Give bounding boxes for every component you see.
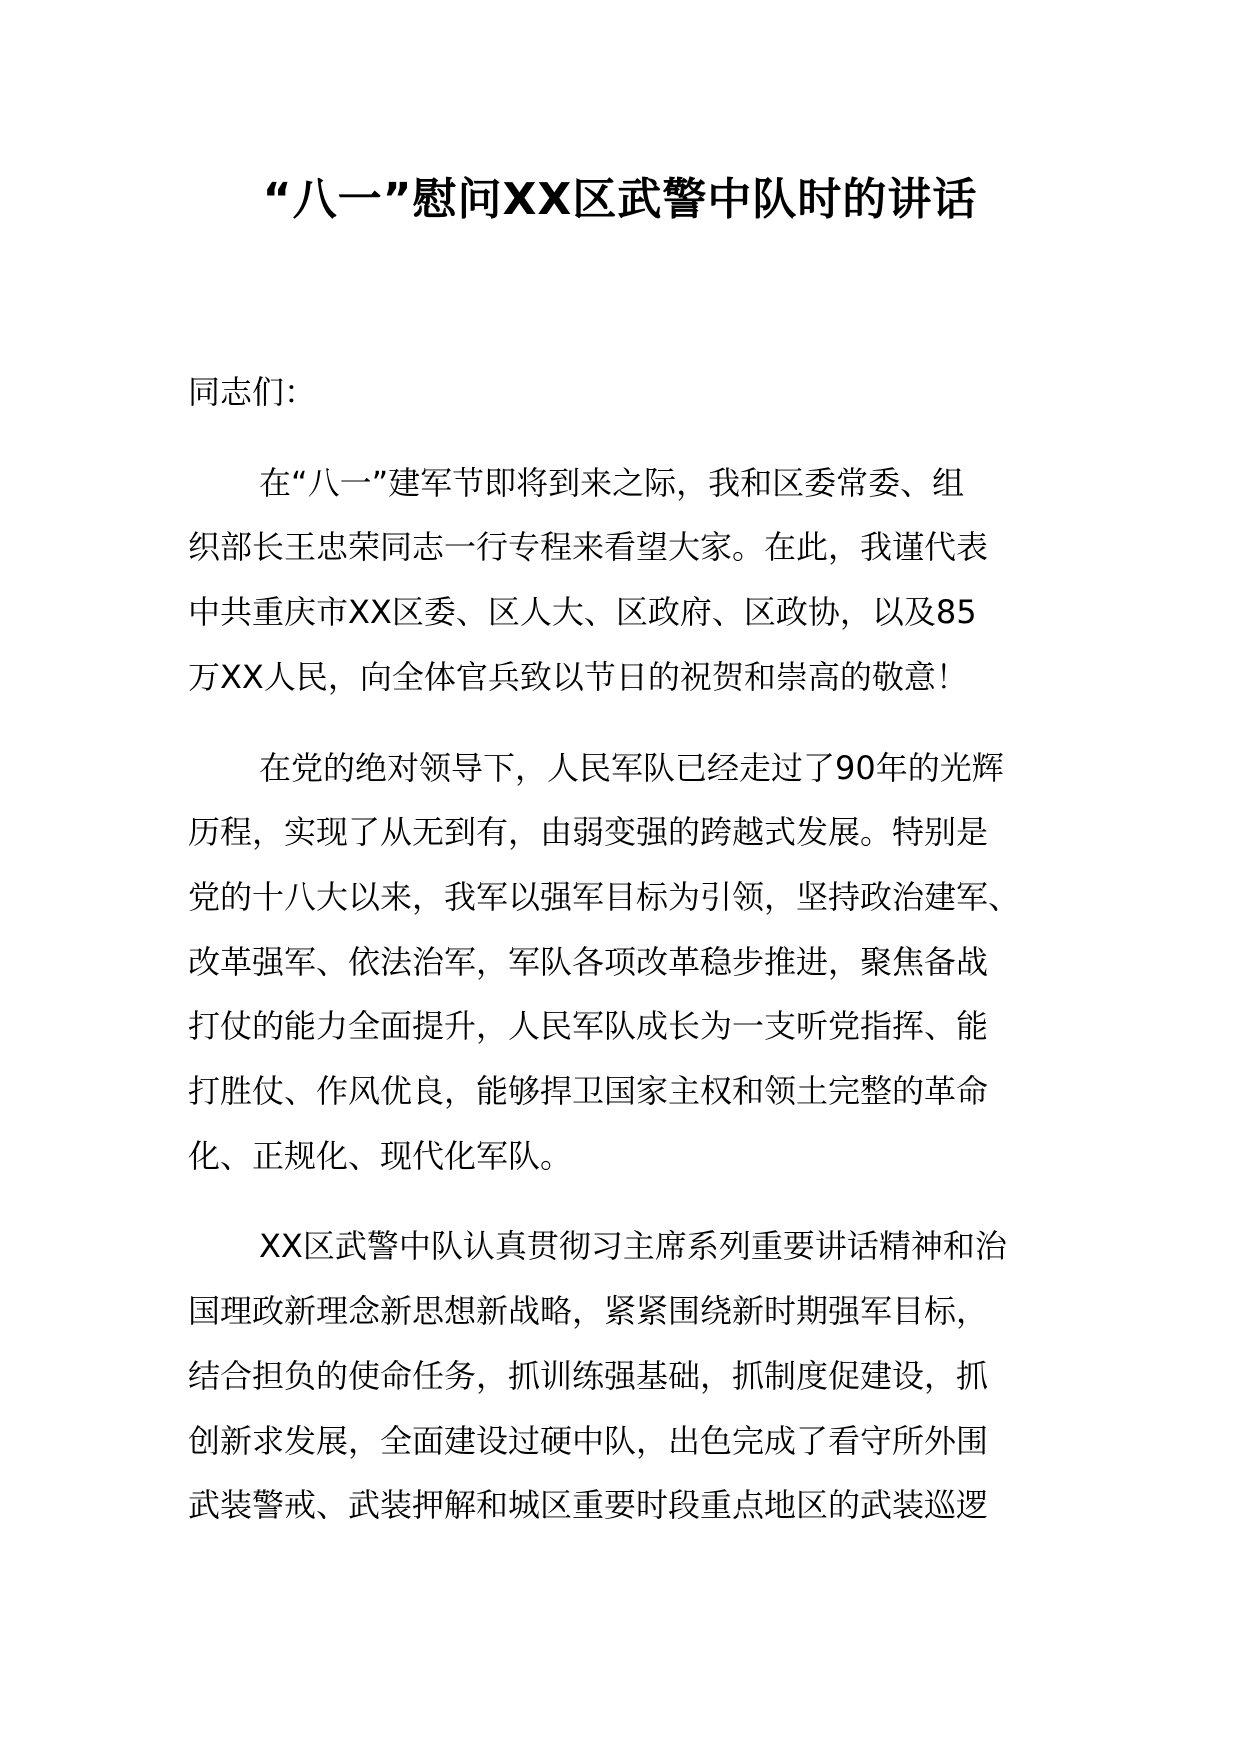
text-line: 打仗的能力全面提升，人民军队成长为一支听党指挥、能	[188, 1007, 989, 1046]
text-line: 改革强军、依法治军，军队各项改革稳步推进，聚焦备战	[188, 942, 989, 981]
text-line: 结合担负的使命任务，抓训练强基础，抓制度促建设，抓	[188, 1356, 989, 1395]
text-line: 中共重庆市XX区委、区人大、区政府、区政协，以及85	[188, 593, 977, 632]
text-line: 创新求发展，全面建设过硬中队，出色完成了看守所外围	[188, 1421, 989, 1460]
paragraph-3	[188, 1214, 1058, 1538]
text-line: 化、正规化、现代化军队。	[188, 1136, 573, 1175]
paragraph-2	[188, 736, 1058, 1189]
document-body	[188, 360, 1058, 1564]
text-line: 武装警戒、武装押解和城区重要时段重点地区的武装巡逻	[188, 1486, 989, 1525]
text-line: 党的十八大以来，我军以强军目标为引领，坚持政治建军、	[188, 877, 1021, 916]
text-line: 在党的绝对领导下，人民军队已经走过了90年的光辉	[259, 748, 1004, 787]
text-line: 打胜仗、作风优良，能够捍卫国家主权和领土完整的革命	[188, 1072, 989, 1111]
salutation: 同志们：	[188, 373, 317, 411]
document-title: “八一”慰问XX区武警中队时的讲话	[262, 174, 978, 225]
text-line: 万XX人民，向全体官兵致以节日的祝贺和崇高的敬意！	[188, 657, 968, 696]
text-line: 在“八一”建军节即将到来之际，我和区委常委、组	[259, 463, 965, 502]
text-line: 历程，实现了从无到有，由弱变强的跨越式发展。特别是	[188, 813, 989, 852]
text-line: 织部长王忠荣同志一行专程来看望大家。在此，我谨代表	[188, 528, 989, 567]
paragraph-1	[188, 451, 1058, 710]
text-line: 国理政新理念新思想新战略，紧紧围绕新时期强军目标，	[188, 1292, 989, 1331]
text-line: XX区武警中队认真贯彻习主席系列重要讲话精神和治	[259, 1227, 1007, 1266]
